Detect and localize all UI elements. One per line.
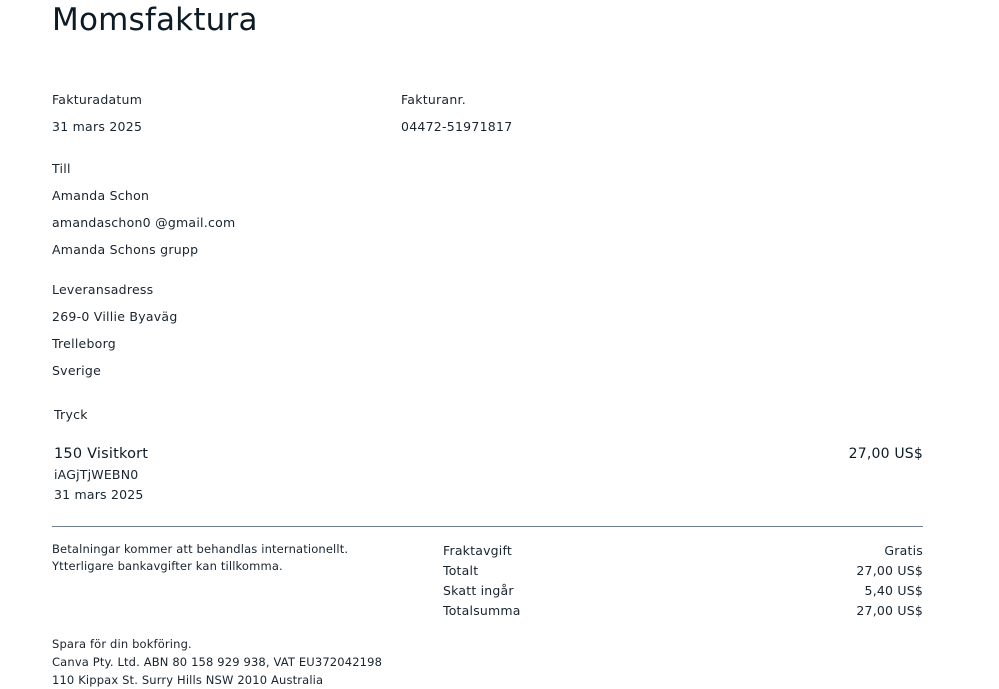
shipping-address-street: 269-0 Villie Byaväg [52, 309, 178, 324]
invoice-meta [52, 86, 932, 140]
page-title: Momsfaktura [52, 2, 258, 38]
totals-value-shipping: Gratis [884, 543, 923, 558]
totals-label-grand-total: Totalsumma [443, 603, 521, 618]
shipping-address-label: Leveransadress [52, 282, 154, 297]
bill-to-email: amandaschon0 @gmail.com [52, 215, 236, 230]
invoice-number-value-col [401, 113, 750, 140]
totals-value-tax: 5,40 US$ [864, 583, 923, 598]
totals-row-subtotal [443, 561, 923, 581]
totals-section [443, 541, 923, 621]
footer-company-registration: Canva Pty. Ltd. ABN 80 158 929 938, VAT EU372042198 [52, 655, 383, 669]
invoice-meta-labels [52, 86, 932, 113]
shipping-address-country: Sverige [52, 363, 102, 378]
bill-to-name: Amanda Schon [52, 188, 150, 203]
totals-value-subtotal: 27,00 US$ [856, 563, 923, 578]
line-item-code: iAGjTjWEBN0 [54, 467, 139, 482]
invoice-date-value: 31 mars 2025 [52, 119, 143, 134]
invoice-date-label: Fakturadatum [52, 92, 143, 107]
totals-value-grand-total: 27,00 US$ [856, 603, 923, 618]
invoice-number-label: Fakturanr. [401, 92, 466, 107]
line-items-heading: Tryck [54, 407, 88, 422]
invoice-date-label-col [52, 86, 401, 113]
bill-to-block [52, 155, 235, 263]
totals-label-subtotal: Totalt [443, 563, 479, 578]
line-item-name: 150 Visitkort [54, 446, 149, 462]
bill-to-team: Amanda Schons grupp [52, 242, 199, 257]
totals-label-tax: Skatt ingår [443, 583, 514, 598]
bill-to-label: Till [52, 161, 71, 176]
invoice-date-value-col [52, 113, 401, 140]
totals-row-shipping [443, 541, 923, 561]
totals-row-tax [443, 581, 923, 601]
table-row [52, 444, 923, 505]
footer-block [52, 635, 652, 689]
invoice-meta-values [52, 113, 932, 140]
footer-company-address: 110 Kippax St. Surry Hills NSW 2010 Australia [52, 673, 324, 687]
footer-keep-for-records: Spara för din bokföring. [52, 637, 192, 651]
invoice-number-label-col [401, 86, 750, 113]
items-divider [52, 526, 923, 527]
line-item-price: 27,00 US$ [848, 446, 923, 462]
line-items-section [52, 404, 923, 527]
payment-note: Betalningar kommer att behandlas internationellt. Ytterligare bankavgifter kan tillkomma. [52, 542, 349, 573]
totals-row-grand-total [443, 601, 923, 621]
totals-label-shipping: Fraktavgift [443, 543, 512, 558]
shipping-address-city: Trelleborg [52, 336, 116, 351]
line-item-date: 31 mars 2025 [54, 487, 144, 502]
line-item-description [54, 444, 148, 505]
shipping-address-block [52, 276, 178, 384]
invoice-number-value: 04472-51971817 [401, 119, 513, 134]
